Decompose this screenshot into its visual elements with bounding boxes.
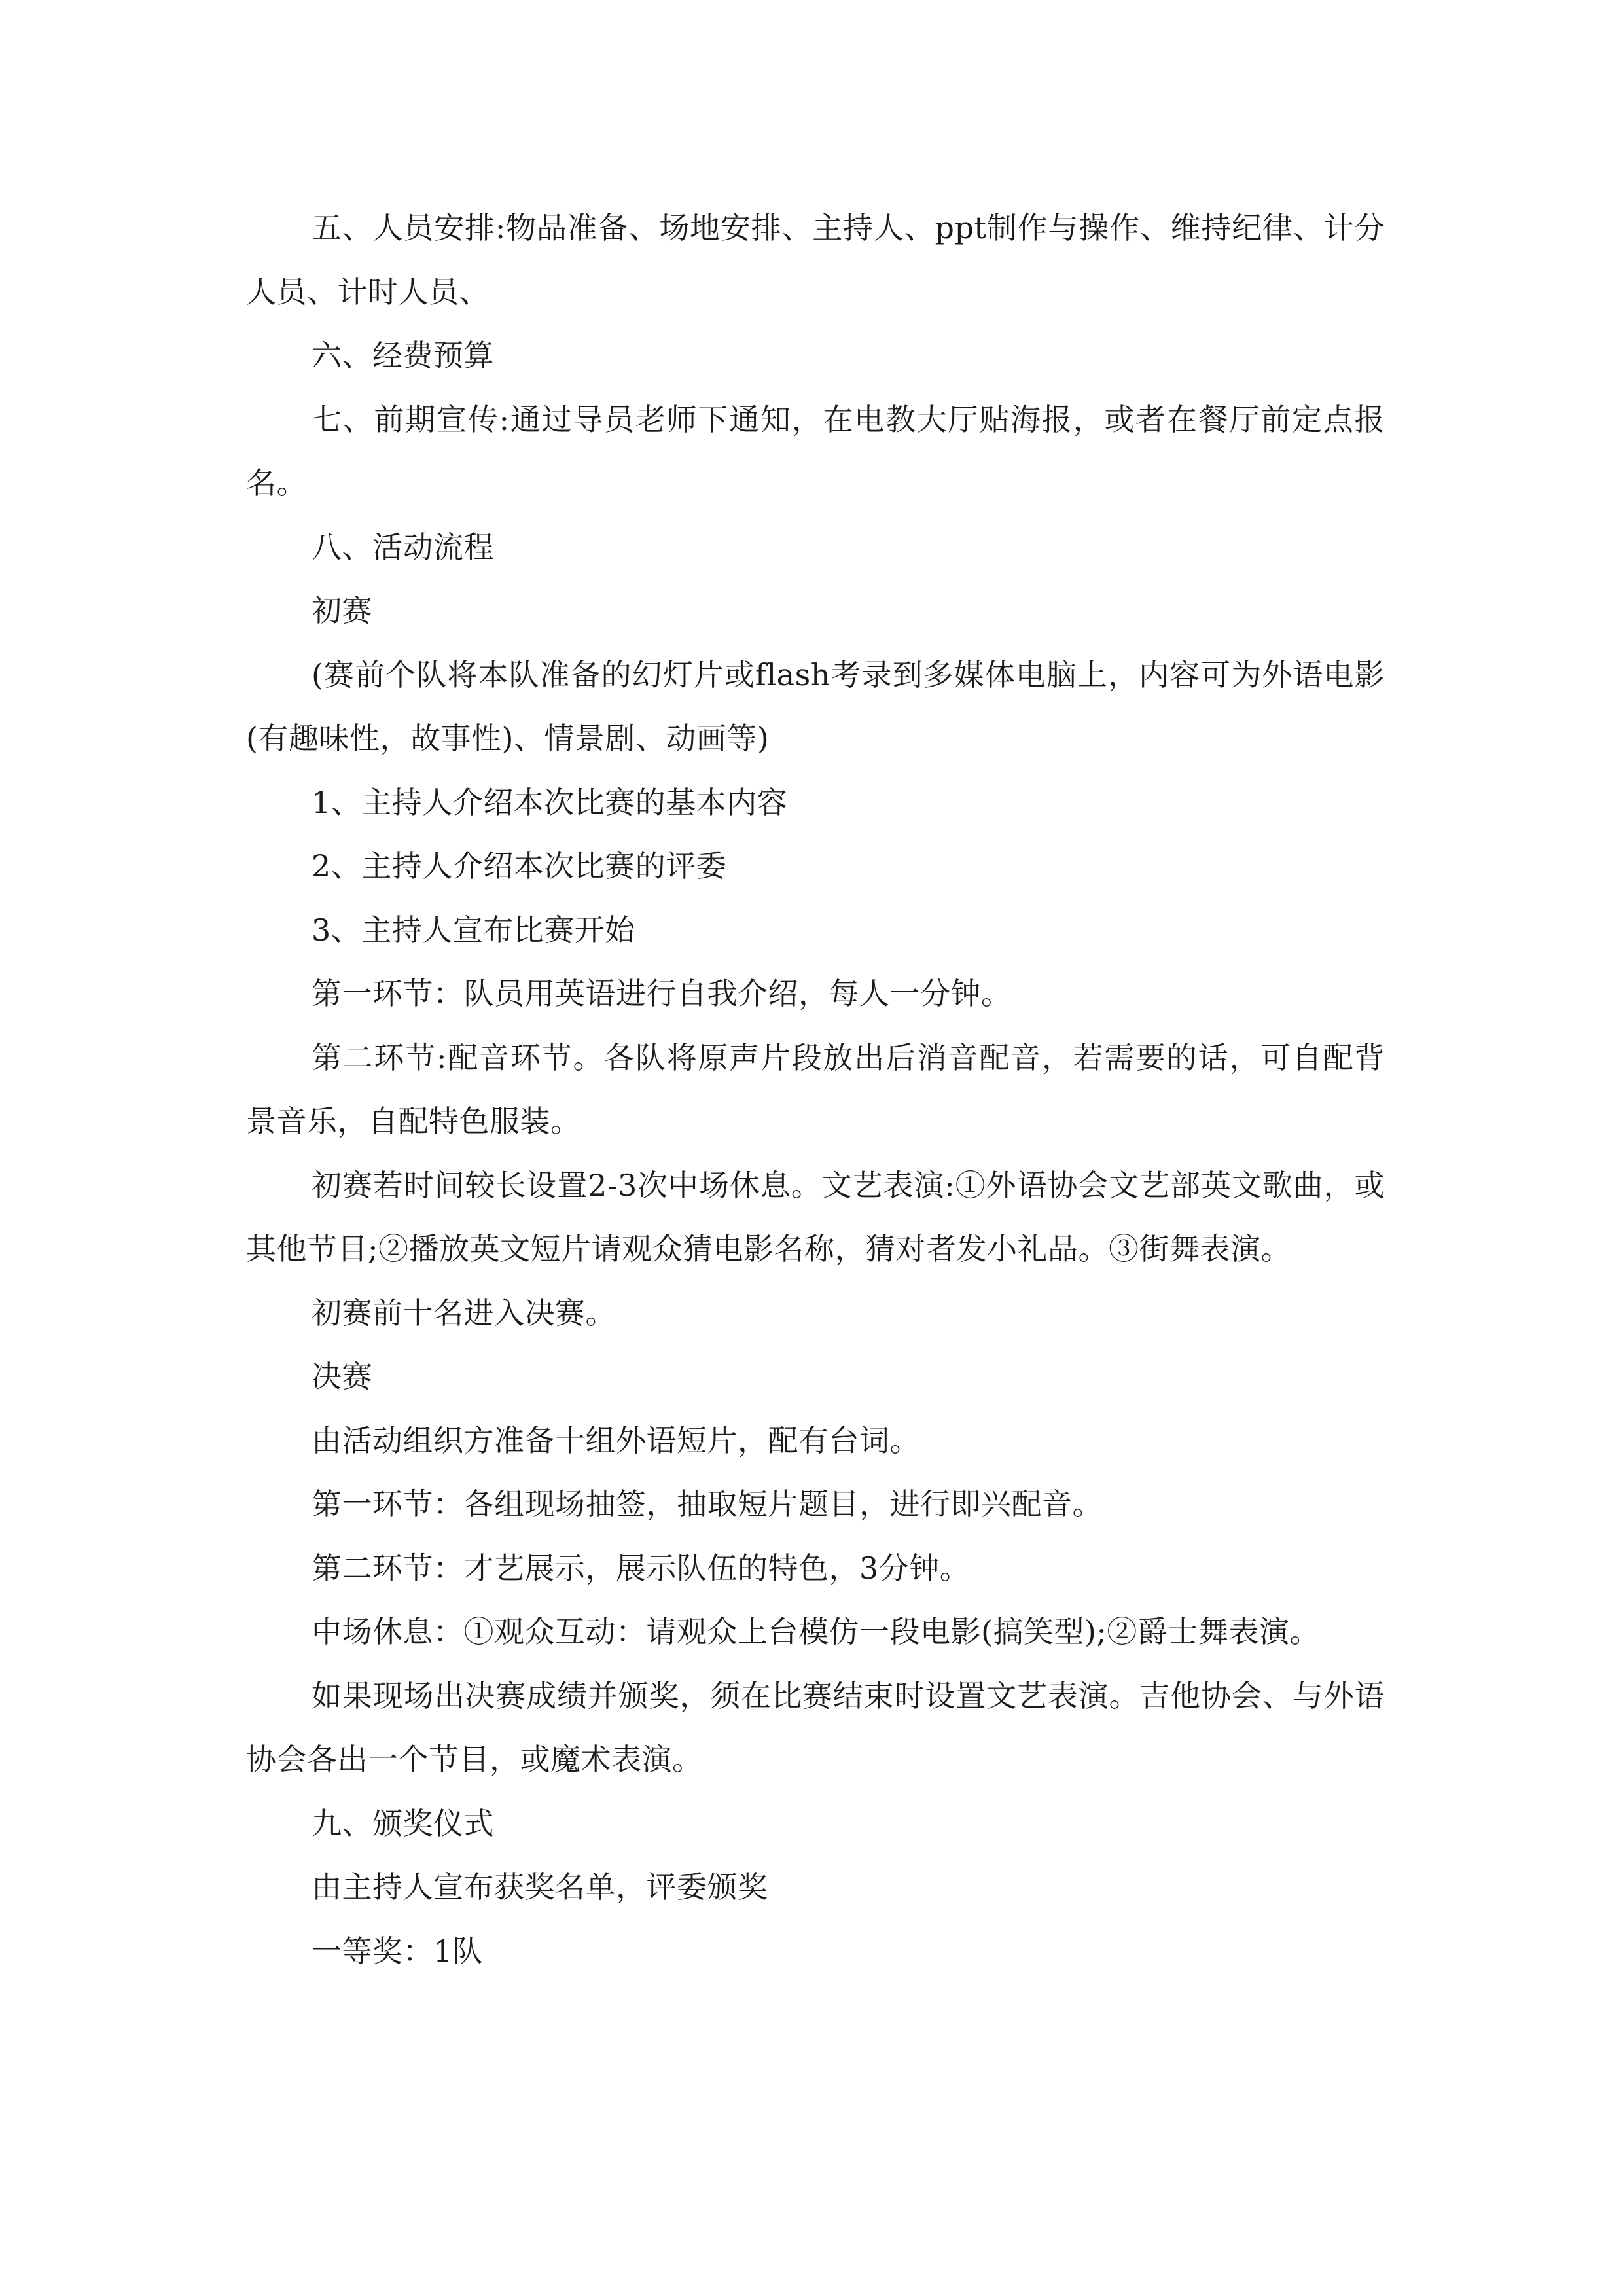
paragraph-preliminary-heading: 初赛 (312, 593, 372, 628)
paragraph-top-ten: 初赛前十名进入决赛。 (312, 1295, 616, 1331)
paragraph-step-2: 2、主持人介绍本次比赛的评委 (312, 848, 727, 884)
paragraph-budget: 六、经费预算 (312, 338, 494, 373)
paragraph-first-prize: 一等奖：1队 (312, 1933, 484, 1969)
paragraph-final-prep: 由活动组织方准备十组外语短片，配有台词。 (312, 1422, 920, 1458)
paragraph-final-intermission: 中场休息：①观众互动：请观众上台模仿一段电影(搞笑型);②爵士舞表演。 (312, 1614, 1320, 1649)
paragraph-preliminary-note: (赛前个队将本队准备的幻灯片或flash考录到多媒体电脑上，内容可为外语电影(有趣味性，故事性)、情景剧、动画等) (246, 656, 1385, 756)
paragraph-awards-performance: 如果现场出决赛成绩并颁奖，须在比赛结束时设置文艺表演。吉他协会、与外语协会各出一个节目，或魔术表演。 (246, 1677, 1385, 1777)
paragraph-intermission: 初赛若时间较长设置2-3次中场休息。文艺表演:①外语协会文艺部英文歌曲，或其他节目;②播放英文短片请观众猜电影名称，猜对者发小礼品。③街舞表演。 (246, 1167, 1385, 1266)
paragraph-step-3: 3、主持人宣布比赛开始 (312, 912, 635, 948)
paragraph-final-heading: 决赛 (312, 1359, 372, 1394)
paragraph-ceremony-heading: 九、颁奖仪式 (312, 1805, 494, 1841)
paragraph-final-round-1: 第一环节：各组现场抽签，抽取短片题目，进行即兴配音。 (312, 1486, 1103, 1522)
paragraph-ceremony-detail: 由主持人宣布获奖名单，评委颁奖 (312, 1869, 768, 1905)
paragraph-staffing: 五、人员安排:物品准备、场地安排、主持人、ppt制作与操作、维持纪律、计分人员、计时人员、 (246, 210, 1385, 310)
paragraph-publicity: 七、前期宣传:通过导员老师下通知，在电教大厅贴海报，或者在餐厅前定点报名。 (246, 401, 1385, 501)
paragraph-step-1: 1、主持人介绍本次比赛的基本内容 (312, 784, 788, 820)
paragraph-round-2: 第二环节:配音环节。各队将原声片段放出后消音配音，若需要的话，可自配背景音乐，自配特色服装。 (246, 1039, 1385, 1139)
paragraph-round-1: 第一环节：队员用英语进行自我介绍，每人一分钟。 (312, 976, 1012, 1011)
paragraph-final-round-2: 第二环节：才艺展示，展示队伍的特色，3分钟。 (312, 1550, 971, 1586)
paragraph-process-heading: 八、活动流程 (312, 529, 494, 565)
document-body (246, 196, 1385, 1983)
